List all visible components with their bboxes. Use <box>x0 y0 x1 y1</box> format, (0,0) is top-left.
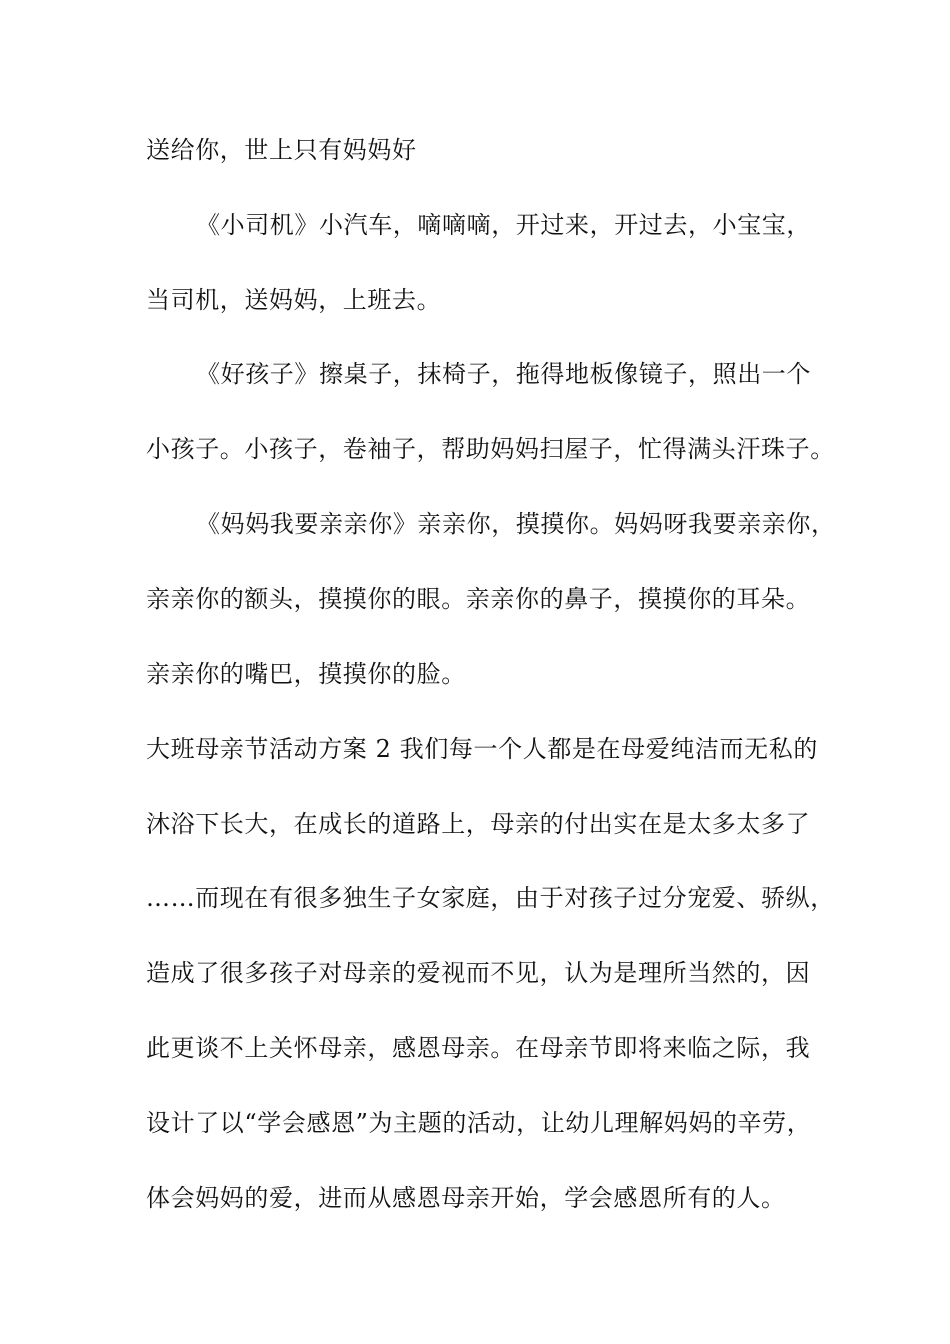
text-line: 当司机，送妈妈，上班去。 <box>146 286 442 314</box>
text-line: 亲亲你的额头，摸摸你的眼。亲亲你的鼻子，摸摸你的耳朵。 <box>146 585 811 613</box>
text-line: ……而现在有很多独生子女家庭，由于对孩子过分宠爱、骄纵， <box>146 884 835 912</box>
text-line: 送给你，世上只有妈妈好 <box>146 136 417 164</box>
text-line: 《妈妈我要亲亲你》亲亲你，摸摸你。妈妈呀我要亲亲你， <box>196 510 836 538</box>
text-line: 大班母亲节活动方案 2 我们每一个人都是在母爱纯洁而无私的 <box>146 735 818 763</box>
text-line: 《好孩子》擦桌子，抹椅子，拖得地板像镜子，照出一个 <box>196 360 811 388</box>
text-line: 亲亲你的嘴巴，摸摸你的脸。 <box>146 660 466 688</box>
text-line: 造成了很多孩子对母亲的爱视而不见，认为是理所当然的，因 <box>146 959 811 987</box>
text-line: 小孩子。小孩子，卷袖子，帮助妈妈扫屋子，忙得满头汗珠子。 <box>146 435 835 463</box>
text-line: 设计了以“学会感恩”为主题的活动，让幼儿理解妈妈的辛劳， <box>146 1109 812 1137</box>
text-line: 《小司机》小汽车，嘀嘀嘀，开过来，开过去，小宝宝， <box>196 211 811 239</box>
text-line: 此更谈不上关怀母亲，感恩母亲。在母亲节即将来临之际，我 <box>146 1034 811 1062</box>
text-line: 体会妈妈的爱，进而从感恩母亲开始，学会感恩所有的人。 <box>146 1184 786 1212</box>
text-line: 沐浴下长大，在成长的道路上，母亲的付出实在是太多太多了 <box>146 810 811 838</box>
